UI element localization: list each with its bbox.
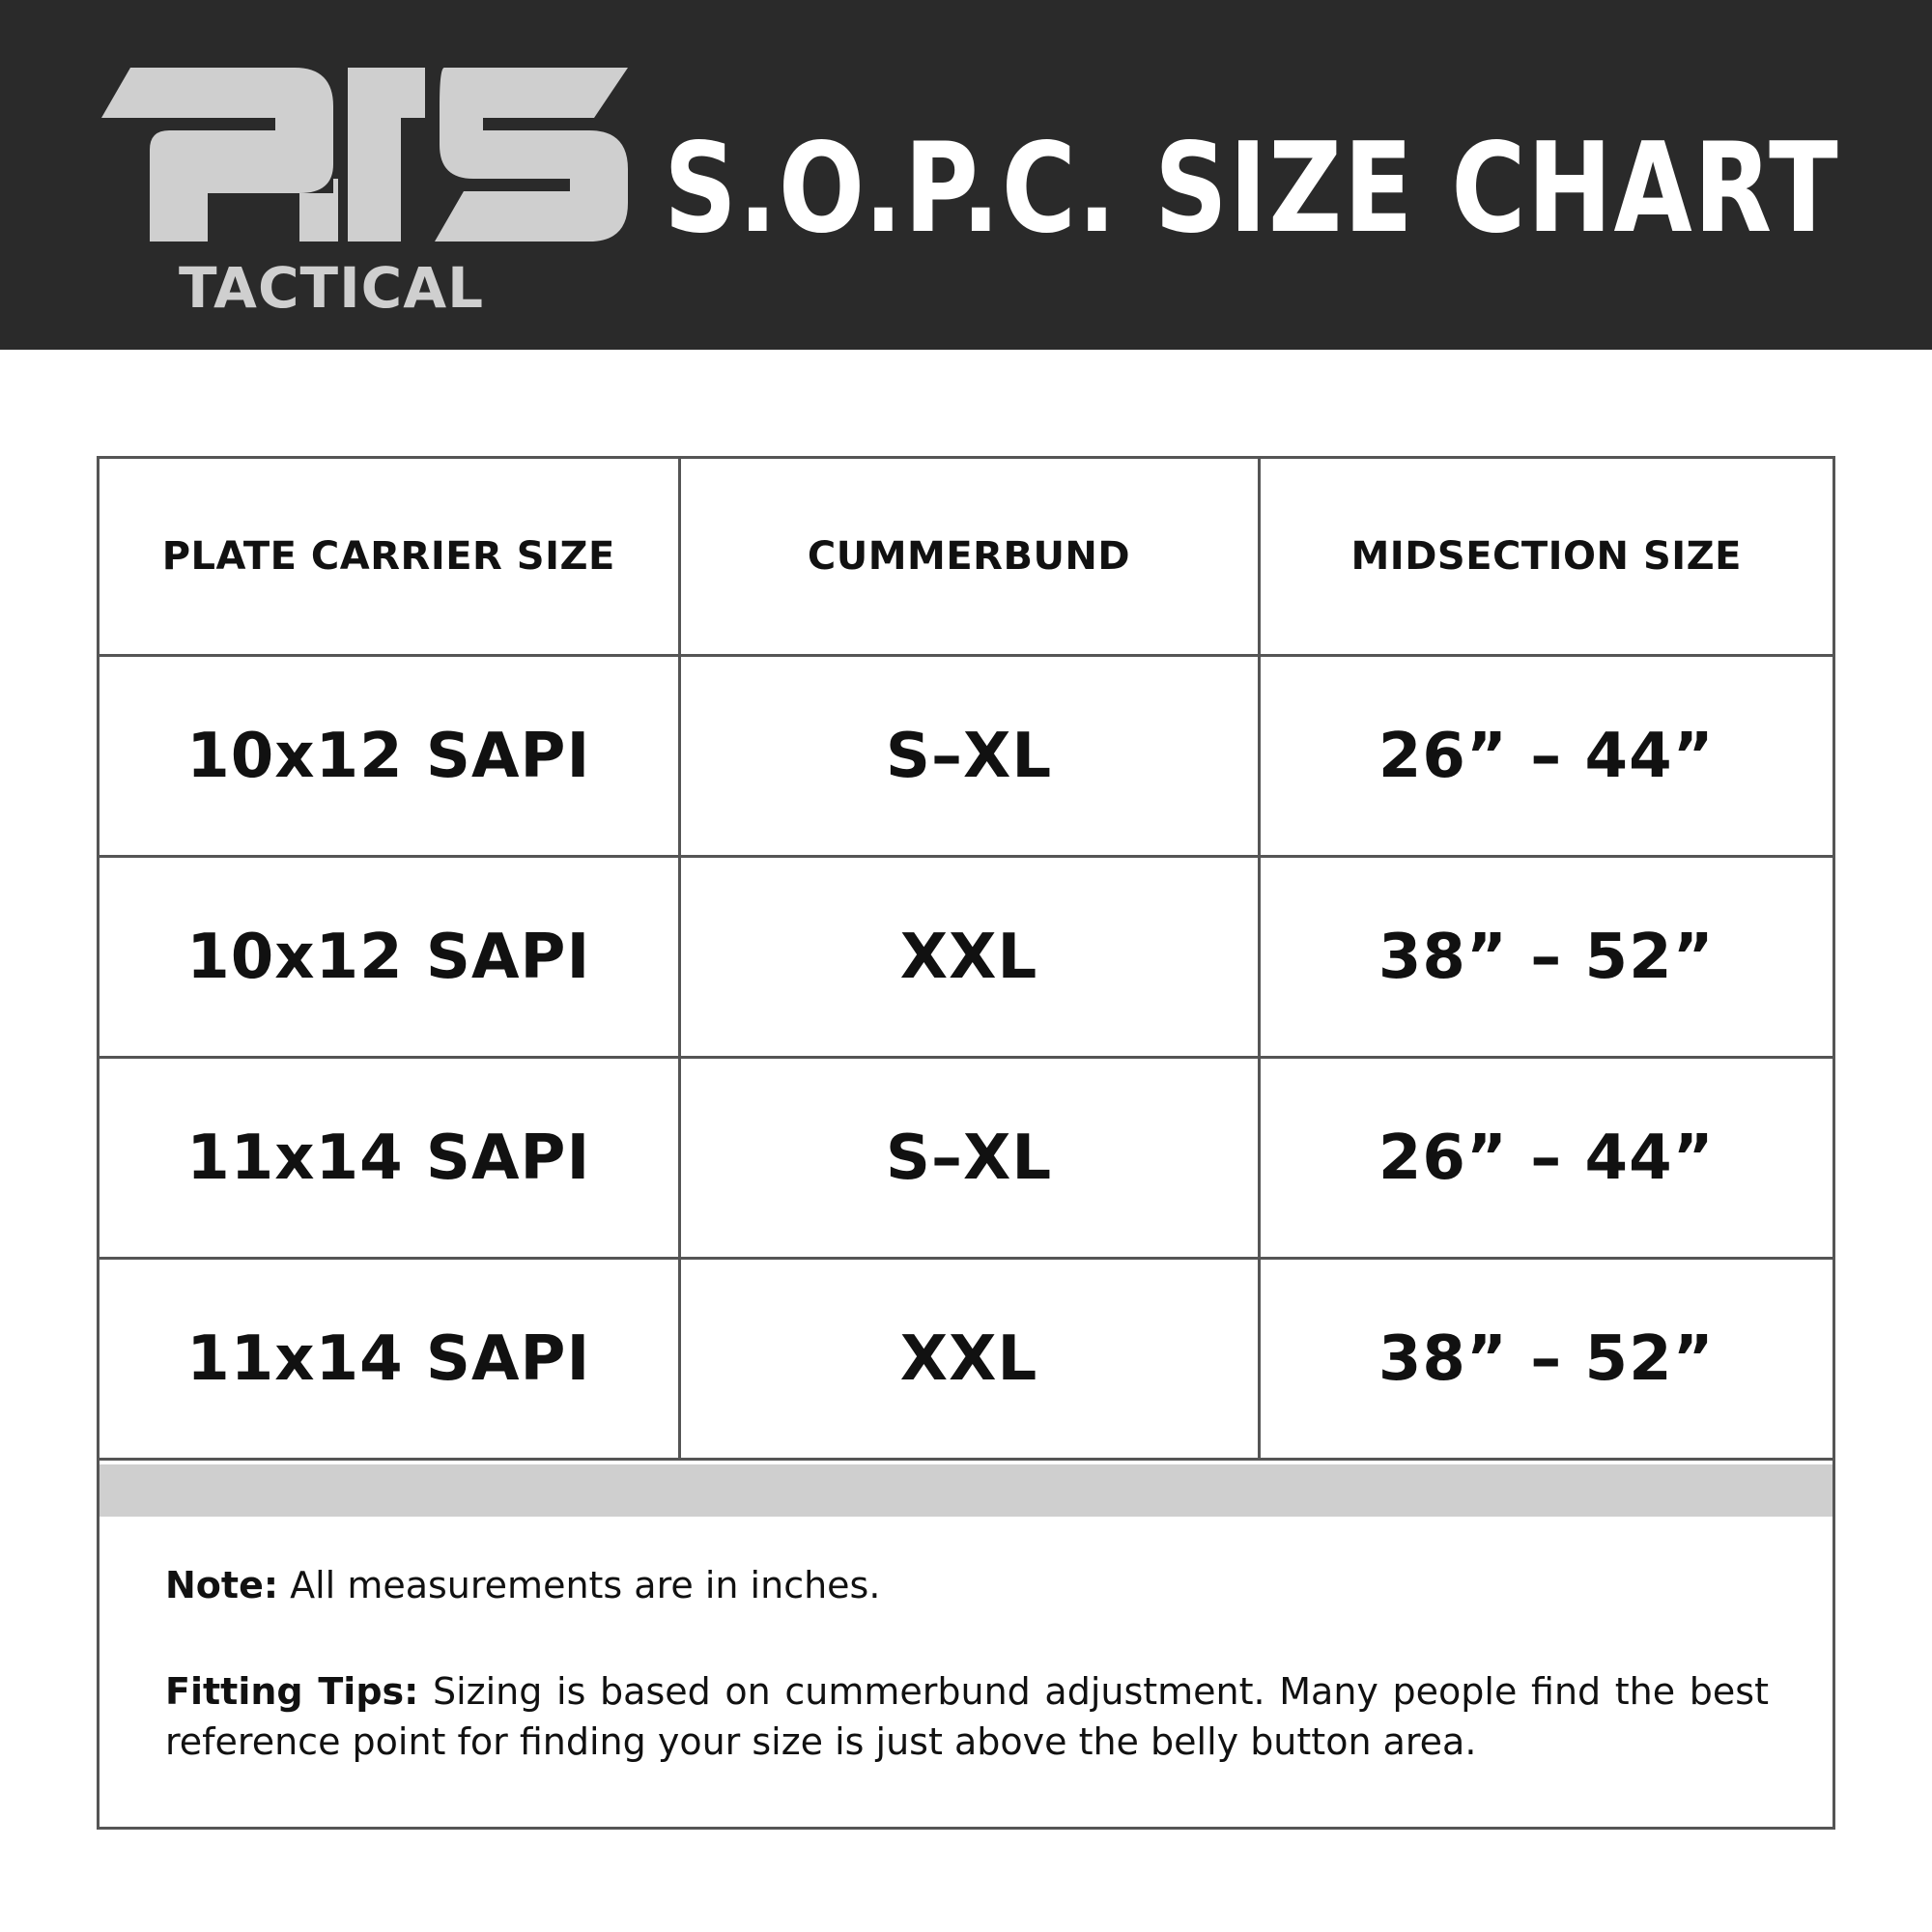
cell-midsection-size: 26” – 44” (1259, 656, 1833, 857)
measurement-note (165, 1560, 1769, 1610)
logo-wordmark: TACTICAL (179, 255, 485, 319)
cell-plate-carrier-size: 10x12 SAPI (99, 857, 679, 1058)
cell-cummerbund: XXL (679, 1259, 1259, 1460)
cell-plate-carrier-size: 11x14 SAPI (99, 1058, 679, 1259)
table-row (99, 857, 1833, 1058)
cell-cummerbund: S–XL (679, 1058, 1259, 1259)
cell-plate-carrier-size: 10x12 SAPI (99, 656, 679, 857)
page-title: S.O.P.C. SIZE CHART (663, 117, 1839, 261)
tips-text: Sizing is based on cummerbund adjustment. Many people find the best reference point for finding your size is just above the belly button area. (165, 1670, 1769, 1763)
cell-cummerbund: XXL (679, 857, 1259, 1058)
cell-midsection-size: 38” – 52” (1259, 1259, 1833, 1460)
note-text: All measurements are in inches. (278, 1564, 881, 1606)
cell-plate-carrier-size: 11x14 SAPI (99, 1259, 679, 1460)
column-header-plate-carrier-size: PLATE CARRIER SIZE (99, 459, 679, 656)
size-chart-panel (97, 456, 1835, 1830)
divider-band (99, 1464, 1833, 1517)
column-header-cummerbund: CUMMERBUND (679, 459, 1259, 656)
notes-section (165, 1560, 1769, 1767)
column-header-midsection-size: MIDSECTION SIZE (1259, 459, 1833, 656)
table-row (99, 656, 1833, 857)
table-row (99, 1259, 1833, 1460)
header-banner (0, 0, 1932, 350)
rts-tactical-logo (92, 58, 633, 319)
cell-midsection-size: 26” – 44” (1259, 1058, 1833, 1259)
fitting-tips (165, 1666, 1769, 1767)
tips-label: Fitting Tips: (165, 1670, 419, 1713)
cell-midsection-size: 38” – 52” (1259, 857, 1833, 1058)
rts-logo-mark (92, 58, 633, 319)
cell-cummerbund: S–XL (679, 656, 1259, 857)
size-table (99, 459, 1833, 1461)
table-header-row (99, 459, 1833, 656)
table-row (99, 1058, 1833, 1259)
note-label: Note: (165, 1564, 279, 1606)
